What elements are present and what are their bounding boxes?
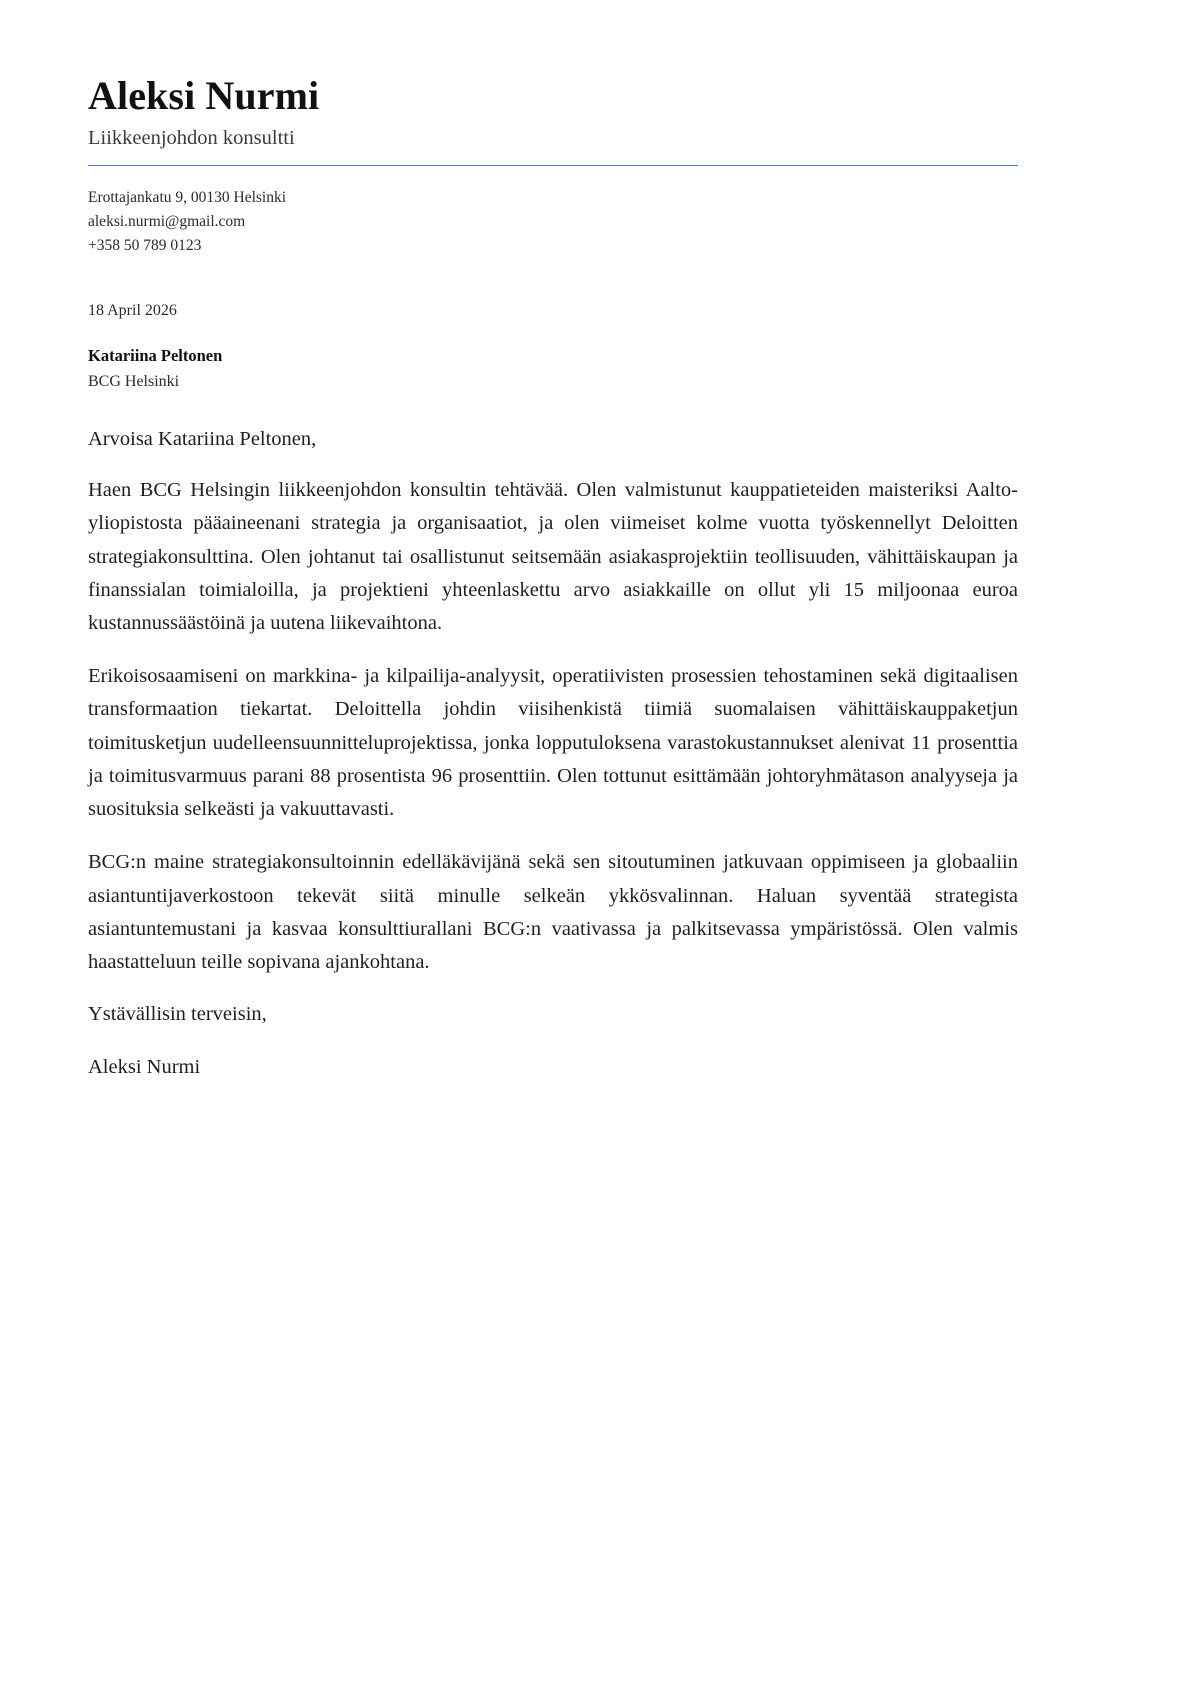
body-paragraph-1: Haen BCG Helsingin liikkeenjohdon konsultin tehtävää. Olen valmistunut kauppatieteiden maisteriksi Aalto-yliopistosta pääaineenani strategia ja organisaatiot, ja olen viimeiset kolme vuotta työskennellyt Deloitten strategiakonsulttina. Olen johtanut tai osallistunut seitsemään asiakasprojektiin teollisuuden, vähittäiskaupan ja finanssialan toimialoilla, ja projektieni yhteenlaskettu arvo asiakkaille on ollut yli 15 miljoonaa euroa kustannussäästöinä ja uutena liikevaihtona. <box>88 479 1018 635</box>
contact-email[interactable]: aleksi.nurmi@gmail.com <box>88 213 246 231</box>
body-paragraph-3: BCG:n maine strategiakonsultoinnin edelläkävijänä sekä sen sitoutuminen jatkuvaan oppimiseen ja globaaliin asiantuntijaverkostoon tekevät siitä minulle selkeän ykkösvalinnan. Haluan syventää strategista asiantuntemustani ja kasvaa konsulttiurallani BCG:n vaativassa ja palkitsevassa ympäristössä. Olen valmis haastatteluun teille sopivana ajankohtana. <box>88 851 1018 973</box>
contact-address: Erottajankatu 9, 00130 Helsinki <box>88 189 287 207</box>
letter-body <box>88 424 1018 1083</box>
recipient-name: Katariina Peltonen <box>88 346 223 366</box>
page-title: Aleksi Nurmi <box>88 73 320 118</box>
body-paragraph-2: Erikoisosaamiseni on markkina- ja kilpailija-analyysit, operatiivisten prosessien tehostaminen sekä digitaalisen transformaation tiekartat. Deloittella johdin viisihenkistä tiimiä suomalaisen vähittäiskauppaketjun toimitusketjun uudelleensuunnitteluprojektissa, jonka lopputuloksena varastokustannukset alenivat 11 prosenttia ja toimitusvarmuus parani 88 prosentista 96 prosenttiin. Olen tottunut esittämään johtoryhmätason analyyseja ja suosituksia selkeästi ja vakuuttavasti. <box>88 665 1018 821</box>
candidate-job-title: Liikkeenjohdon konsultti <box>88 126 295 149</box>
contact-block <box>88 186 1030 258</box>
salutation: Arvoisa Katariina Peltonen, <box>88 427 317 450</box>
closing-salutation: Ystävällisin terveisin, <box>88 1003 267 1026</box>
signature-name: Aleksi Nurmi <box>88 1055 201 1078</box>
recipient-company: BCG Helsinki <box>88 373 180 391</box>
header-divider <box>88 165 1018 166</box>
letter-meta-block <box>88 300 1030 394</box>
letter-date: 18 April 2026 <box>88 302 177 320</box>
letter-header <box>88 74 1030 166</box>
contact-phone: +358 50 789 0123 <box>88 237 202 255</box>
